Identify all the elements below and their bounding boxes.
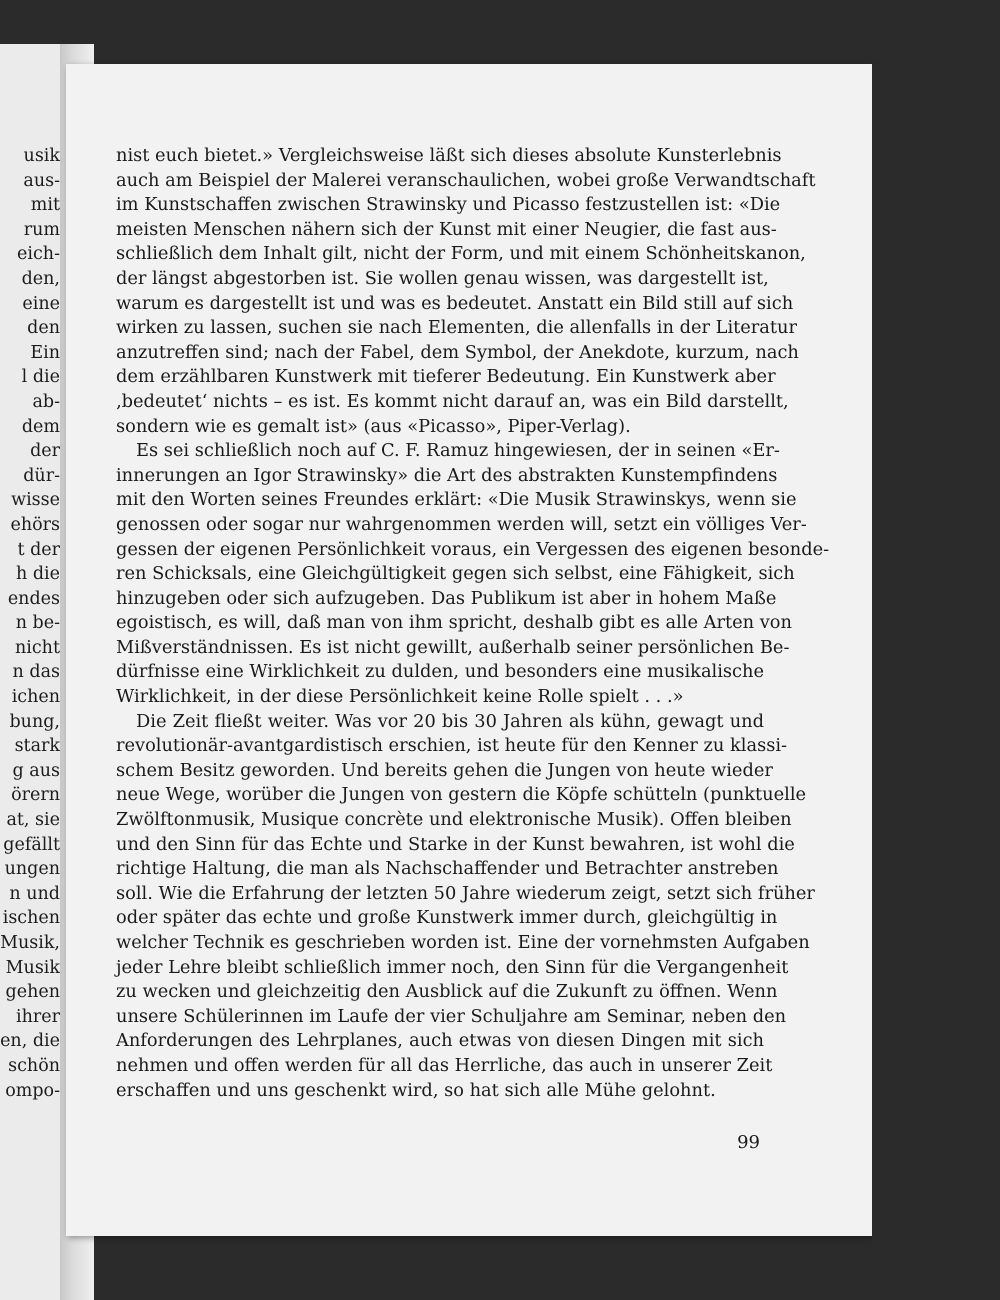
- left-page-line: gehen: [5, 982, 60, 1003]
- text-line: gessen der eigenen Persönlichkeit voraus, ein Vergessen des eigenen besonde-: [116, 538, 830, 560]
- left-page-line: aus-: [23, 170, 60, 191]
- text-line: revolutionär-avantgardistisch erschien, ist heute für den Kenner zu klassi-: [116, 735, 788, 757]
- text-line: auch am Beispiel der Malerei veranschaulichen, wobei große Verwandtschaft: [116, 169, 816, 191]
- text-line: genossen oder sogar nur wahrgenommen werden will, setzt ein völliges Ver-: [116, 513, 807, 535]
- text-line: nist euch bietet.» Vergleichsweise läßt sich dieses absolute Kunsterlebnis: [116, 145, 782, 166]
- left-page-line: usik: [23, 146, 60, 166]
- text-line: jeder Lehre bleibt schließlich immer noch, den Sinn für die Vergangenheit: [116, 956, 789, 978]
- text-line: schließlich dem Inhalt gilt, nicht der Form, und mit einem Schönheitskanon,: [116, 243, 806, 265]
- left-page-line: eine: [22, 293, 60, 314]
- left-page-line: ompo-: [5, 1080, 60, 1101]
- text-line: schem Besitz geworden. Und bereits gehen die Jungen von heute wieder: [116, 759, 773, 781]
- left-page-line: Ein: [30, 342, 60, 363]
- left-page-line: den: [27, 318, 60, 339]
- text-line: Wirklichkeit, in der diese Persönlichkeit keine Rolle spielt . . .»: [116, 686, 684, 708]
- text-line: Anforderungen des Lehrplanes, auch etwas von diesen Dingen mit sich: [116, 1030, 764, 1052]
- left-page-line: örern: [11, 785, 60, 806]
- text-line: dem erzählbaren Kunstwerk mit tieferer Bedeutung. Ein Kunstwerk aber: [116, 366, 776, 388]
- body-text: [116, 144, 830, 1103]
- text-line: und den Sinn für das Echte und Starke in der Kunst bewahren, ist wohl die: [116, 833, 795, 855]
- left-page-line: stark: [14, 736, 60, 757]
- left-page-line: den,: [21, 268, 60, 289]
- text-line: hinzugeben oder sich aufzugeben. Das Publikum ist aber in hohem Maße: [116, 587, 777, 609]
- left-page-line: g aus: [12, 760, 60, 781]
- text-line: Die Zeit fließt weiter. Was vor 20 bis 30 Jahren als kühn, gewagt und: [136, 710, 764, 732]
- text-line: egoistisch, es will, daß man von ihm spricht, deshalb gibt es alle Arten von: [116, 612, 792, 634]
- text-line: zu wecken und gleichzeitig den Ausblick auf die Zukunft zu öffnen. Wenn: [116, 981, 778, 1003]
- left-page-line: ungen: [4, 859, 60, 880]
- left-page-line: dem: [21, 416, 60, 437]
- text-line: nehmen und offen werden für all das Herrliche, das auch in unserer Zeit: [116, 1054, 773, 1076]
- left-page-line: n und: [9, 883, 60, 904]
- left-page-line: ab-: [32, 391, 60, 412]
- text-line: anzutreffen sind; nach der Fabel, dem Symbol, der Anekdote, kurzum, nach: [116, 341, 799, 363]
- left-page-line: n das: [12, 662, 60, 683]
- left-page-line: nicht: [15, 637, 60, 658]
- text-line: dürfnisse eine Wirklichkeit zu dulden, und besonders eine musikalische: [116, 661, 764, 683]
- left-page-line: eich-: [17, 244, 60, 265]
- left-page-line: en, die: [0, 1031, 60, 1052]
- text-line: im Kunstschaffen zwischen Strawinsky und Picasso festzustellen ist: «Die: [116, 194, 781, 216]
- background-edge: [872, 64, 1000, 1300]
- left-page-line: endes: [7, 588, 60, 609]
- text-line: der längst abgestorben ist. Sie wollen genau wissen, was dargestellt ist,: [116, 267, 769, 289]
- left-page-line: ischen: [2, 908, 60, 929]
- text-line: sondern wie es gemalt ist» (aus «Picasso», Piper-Verlag).: [116, 415, 631, 437]
- text-line: mit den Worten seines Freundes erklärt: «Die Musik Strawinskys, wenn sie: [116, 489, 797, 511]
- left-page-line: der: [30, 441, 60, 462]
- right-page: [66, 64, 872, 1236]
- text-line: warum es dargestellt ist und was es bedeutet. Anstatt ein Bild still auf sich: [116, 292, 794, 314]
- left-page-line: l die: [21, 367, 60, 388]
- left-page-line: ichen: [11, 687, 60, 708]
- left-page-line: schön: [8, 1055, 60, 1076]
- text-line: welcher Technik es geschrieben worden ist. Eine der vornehmsten Aufgaben: [116, 932, 810, 953]
- text-line: Zwölftonmusik, Musique concrète und elektronische Musik). Offen bleiben: [116, 809, 792, 831]
- left-page-line: Musik: [5, 957, 60, 978]
- left-page-line: rum: [23, 219, 60, 240]
- text-line: oder später das echte und große Kunstwerk immer durch, gleichgültig in: [116, 907, 778, 929]
- left-page-text: [0, 144, 60, 1103]
- text-line: Mißverständnissen. Es ist nicht gewillt, außerhalb seiner persönlichen Be-: [116, 636, 790, 658]
- left-page-line: ehörs: [10, 514, 60, 535]
- page-number: 99: [737, 1132, 760, 1153]
- left-page-line: ihrer: [16, 1006, 60, 1027]
- left-page-line: Musik,: [0, 933, 60, 953]
- left-page-line: gefällt: [3, 834, 60, 855]
- left-page-line: dür-: [23, 465, 60, 486]
- text-line: wirken zu lassen, suchen sie nach Elementen, die allenfalls in der Literatur: [116, 317, 798, 339]
- text-line: erschaffen und uns geschenkt wird, so hat sich alle Mühe gelohnt.: [116, 1079, 716, 1101]
- text-line: unsere Schülerinnen im Laufe der vier Schuljahre am Seminar, neben den: [116, 1005, 787, 1027]
- left-page-line: mit: [30, 195, 60, 216]
- text-line: soll. Wie die Erfahrung der letzten 50 Jahre wiederum zeigt, setzt sich früher: [116, 882, 815, 904]
- text-line: Es sei schließlich noch auf C. F. Ramuz hingewiesen, der in seinen «Er-: [136, 440, 780, 462]
- text-line: meisten Menschen nähern sich der Kunst mit einer Neugier, die fast aus-: [116, 218, 777, 240]
- text-line: ren Schicksals, eine Gleichgültigkeit gegen sich selbst, eine Fähigkeit, sich: [116, 563, 795, 585]
- left-page-line: n be-: [15, 613, 60, 634]
- text-line: neue Wege, worüber die Jungen von gestern die Köpfe schütteln (punktuelle: [116, 784, 807, 806]
- text-line: richtige Haltung, die man als Nachschaffender und Betrachter anstreben: [116, 858, 779, 880]
- text-line: ‚bedeutet‘ nichts – es ist. Es kommt nicht darauf an, was ein Bild darstellt,: [116, 390, 789, 412]
- left-page-line: bung,: [9, 711, 60, 732]
- left-page-line: wisse: [11, 490, 60, 511]
- left-page-line: t der: [17, 539, 60, 560]
- left-page-line: at, sie: [6, 810, 60, 831]
- text-line: innerungen an Igor Strawinsky» die Art des abstrakten Kunstempfindens: [116, 464, 778, 486]
- left-page-line: h die: [16, 564, 60, 585]
